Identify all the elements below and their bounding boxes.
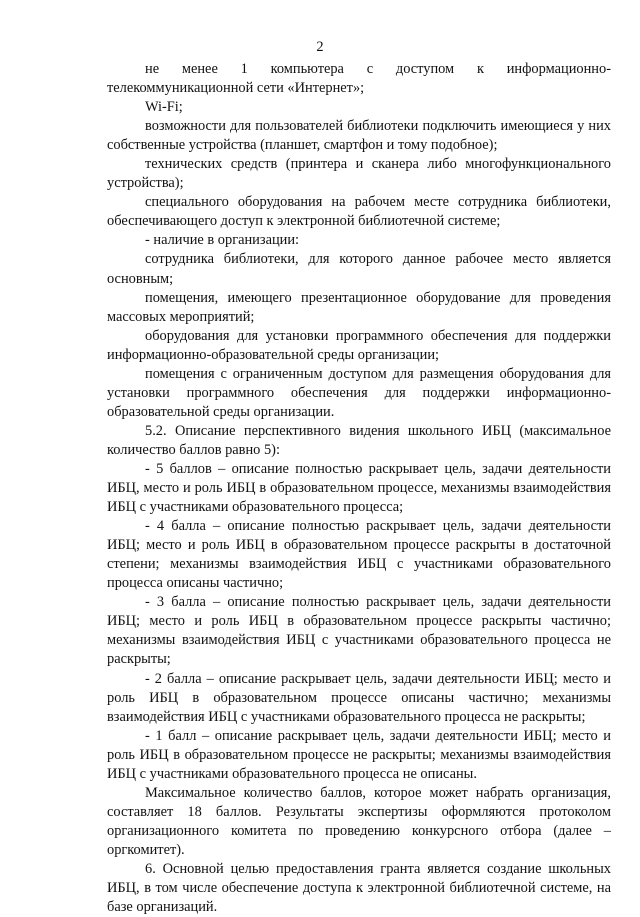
paragraph: Wi-Fi; [145,99,183,116]
paragraph: не менее 1 компьютера с доступом к информационно-телекоммуникационной сети «Интернет»; [107,61,611,97]
paragraph: оборудования для установки программного обеспечения для поддержки информационно-образовательной среды организации; [107,327,611,363]
paragraph: - 1 балл – описание раскрывает цель, задачи деятельности ИБЦ; место и роль ИБЦ в образовательном процессе не раскрыты; механизмы взаимодействия ИБЦ с участниками образовательного процесса не описаны. [107,727,611,782]
page-number: 2 [316,39,324,55]
paragraph: - 2 балла – описание раскрывает цель, задачи деятельности ИБЦ; место и роль ИБЦ в образовательном процессе описаны частично; механизмы взаимодействия ИБЦ с участниками образовательного процесса не раскрыты; [107,670,611,725]
paragraph: 5.2. Описание перспективного видения школьного ИБЦ (максимальное количество баллов равно 5): [107,422,611,458]
paragraph: Максимальное количество баллов, которое может набрать организация, составляет 18 баллов. Результаты экспертизы оформляются протоколом организационного комитета по проведению конкурсного отбора (далее – оргкомитет). [107,784,611,858]
paragraph: специального оборудования на рабочем месте сотрудника библиотеки, обеспечивающего доступ к электронной библиотечной системе; [107,194,611,230]
paragraph: - 5 баллов – описание полностью раскрывает цель, задачи деятельности ИБЦ, место и роль ИБЦ в образовательном процессе, механизмы взаимодействия ИБЦ с участниками образовательного процесса; [107,460,611,516]
paragraph: сотрудника библиотеки, для которого данное рабочее место является основным; [107,251,611,287]
paragraph: помещения с ограниченным доступом для размещения оборудования для установки программного обеспечения для поддержки информационно-образовательной среды организации. [107,365,611,420]
paragraph: 6. Основной целью предоставления гранта является создание школьных ИБЦ, в том числе обеспечение доступа к электронной библиотечной системе, на базе организаций. [107,860,611,916]
paragraph: технических средств (принтера и сканера либо многофункционального устройства); [107,156,611,192]
paragraph: помещения, имеющего презентационное оборудование для проведения массовых мероприятий; [107,289,611,325]
paragraph: - наличие в организации: [145,232,300,249]
body-text [107,60,611,917]
paragraph: - 3 балла – описание полностью раскрывает цель, задачи деятельности ИБЦ; место и роль ИБЦ в образовательном процессе раскрыты частично; механизмы взаимодействия ИБЦ с участниками образовательного процесса не раскрыты; [107,594,611,668]
paragraph: - 4 балла – описание полностью раскрывает цель, задачи деятельности ИБЦ; место и роль ИБЦ в образовательном процессе раскрыты в достаточной степени; механизмы взаимодействия ИБЦ с участниками образовательного процесса описаны частично; [107,518,611,592]
paragraph: возможности для пользователей библиотеки подключить имеющиеся у них собственные устройства (планшет, смартфон и тому подобное); [107,118,611,154]
